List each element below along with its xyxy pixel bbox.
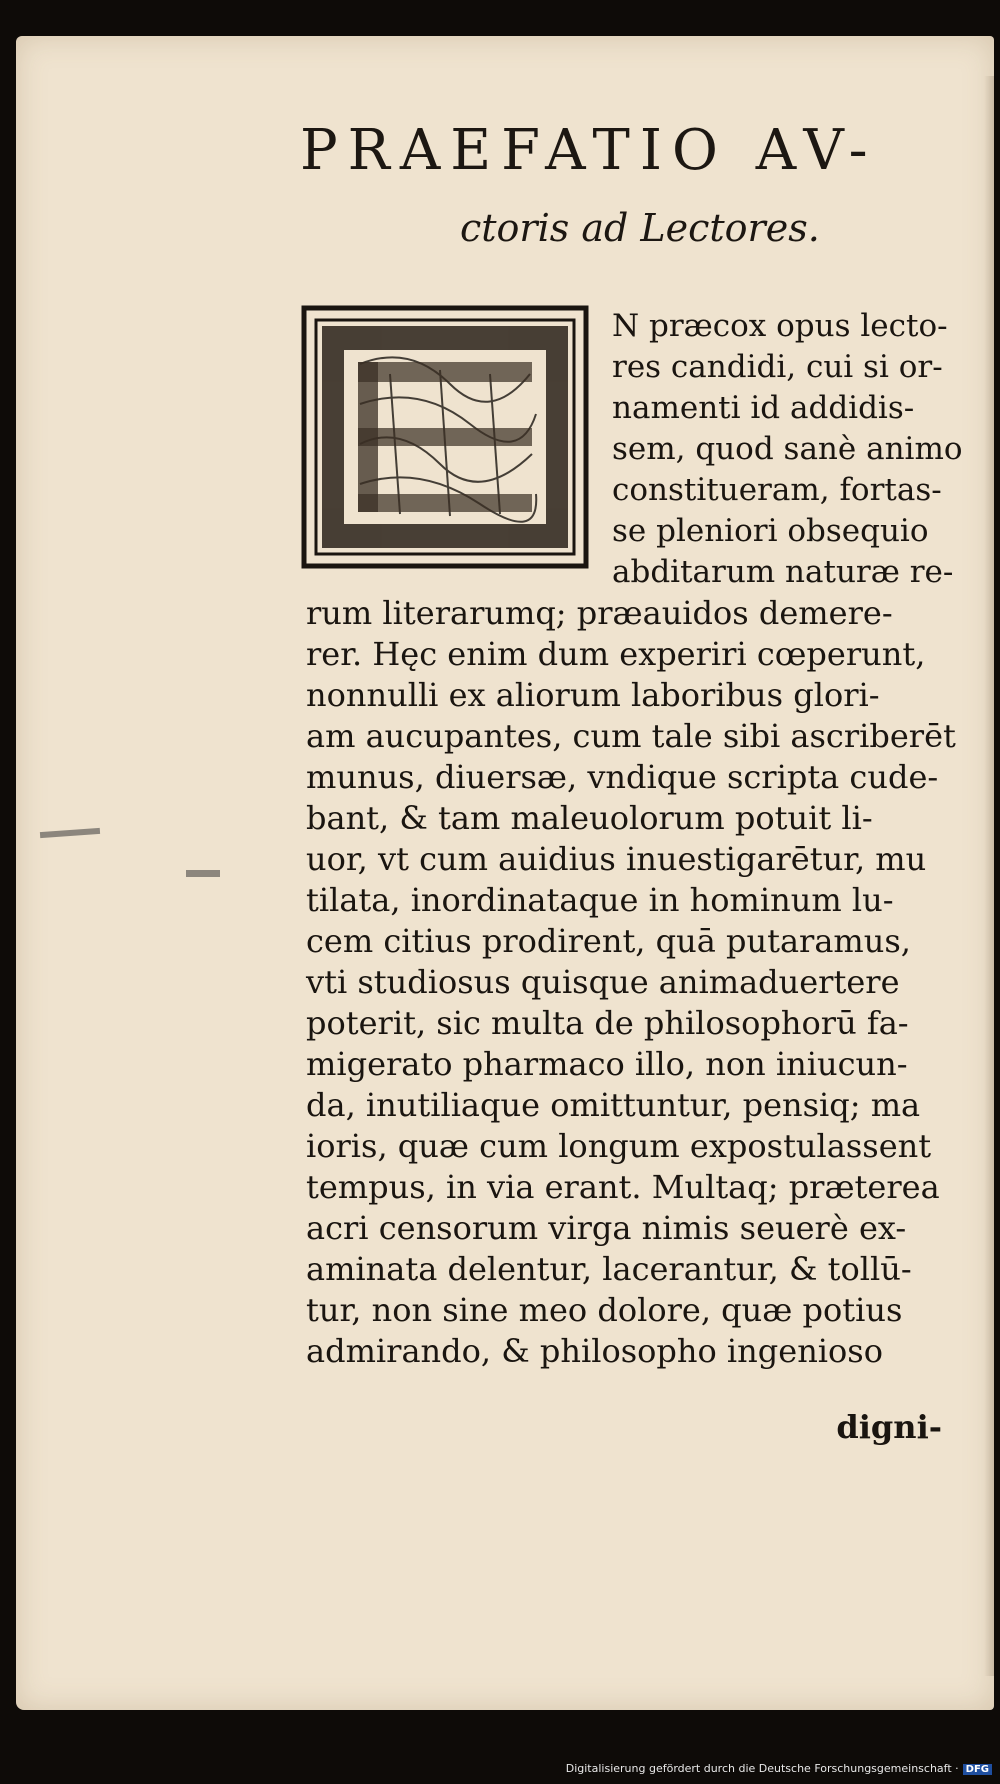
footer-text: Digitalisierung gefördert durch die Deutsche Forschungsgemeinschaft · bbox=[565, 1762, 959, 1775]
text-line: namenti id addidis- bbox=[612, 390, 915, 426]
text-line: res candidi, cui si or- bbox=[612, 349, 943, 385]
text-line: acri censorum virga nimis seuerè ex- bbox=[306, 1209, 907, 1247]
text-line: migerato pharmaco illo, non iniucun- bbox=[306, 1045, 908, 1083]
text-line: bant, & tam maleuolorum potuit li- bbox=[306, 799, 873, 837]
text-line: tilata, inordinataque in hominum lu- bbox=[306, 881, 894, 919]
text-line: abditarum naturæ re- bbox=[612, 554, 954, 590]
text-line: munus, diuersæ, vndique scripta cude- bbox=[306, 758, 939, 796]
text-line: admirando, & philosopho ingenioso bbox=[306, 1332, 883, 1370]
text-line: rer. Hęc enim dum experiri cœperunt, bbox=[306, 635, 926, 673]
text-line: constitueram, fortas- bbox=[612, 472, 942, 508]
page-subtitle: ctoris ad Lectores. bbox=[460, 206, 820, 250]
page-edge-shadow bbox=[984, 76, 994, 1676]
ink-stain bbox=[186, 870, 220, 877]
text-line: tur, non sine meo dolore, quæ potius bbox=[306, 1291, 903, 1329]
text-line: sem, quod sanè animo bbox=[612, 431, 963, 467]
decorated-initial-icon bbox=[300, 304, 590, 570]
text-line: poterit, sic multa de philosophorū fa- bbox=[306, 1004, 909, 1042]
text-line: da, inutiliaque omittuntur, pensiq; ma bbox=[306, 1086, 921, 1124]
text-line: cem citius prodirent, quā putaramus, bbox=[306, 922, 911, 960]
text-line: am aucupantes, cum tale sibi ascriberēt bbox=[306, 717, 956, 755]
text-line: aminata delentur, lacerantur, & tollū- bbox=[306, 1250, 912, 1288]
text-line: vti studiosus quisque animaduertere bbox=[306, 963, 900, 1001]
text-line: tempus, in via erant. Multaq; præterea bbox=[306, 1168, 940, 1206]
text-line: nonnulli ex aliorum laboribus glori- bbox=[306, 676, 880, 714]
dfg-logo-icon: DFG bbox=[963, 1764, 992, 1775]
text-line: ioris, quæ cum longum expostulassent bbox=[306, 1127, 932, 1165]
text-line: uor, vt cum auidius inuestigarētur, mu bbox=[306, 840, 927, 878]
catchword: digni- bbox=[836, 1408, 942, 1446]
text-line: rum literarumq; præauidos demere- bbox=[306, 594, 893, 632]
text-line: se pleniori obsequio bbox=[612, 513, 929, 549]
digitization-footer bbox=[566, 1762, 992, 1775]
page-title: PRAEFATIO AV- bbox=[300, 118, 878, 183]
text-line: N præcox opus lecto- bbox=[612, 308, 948, 344]
